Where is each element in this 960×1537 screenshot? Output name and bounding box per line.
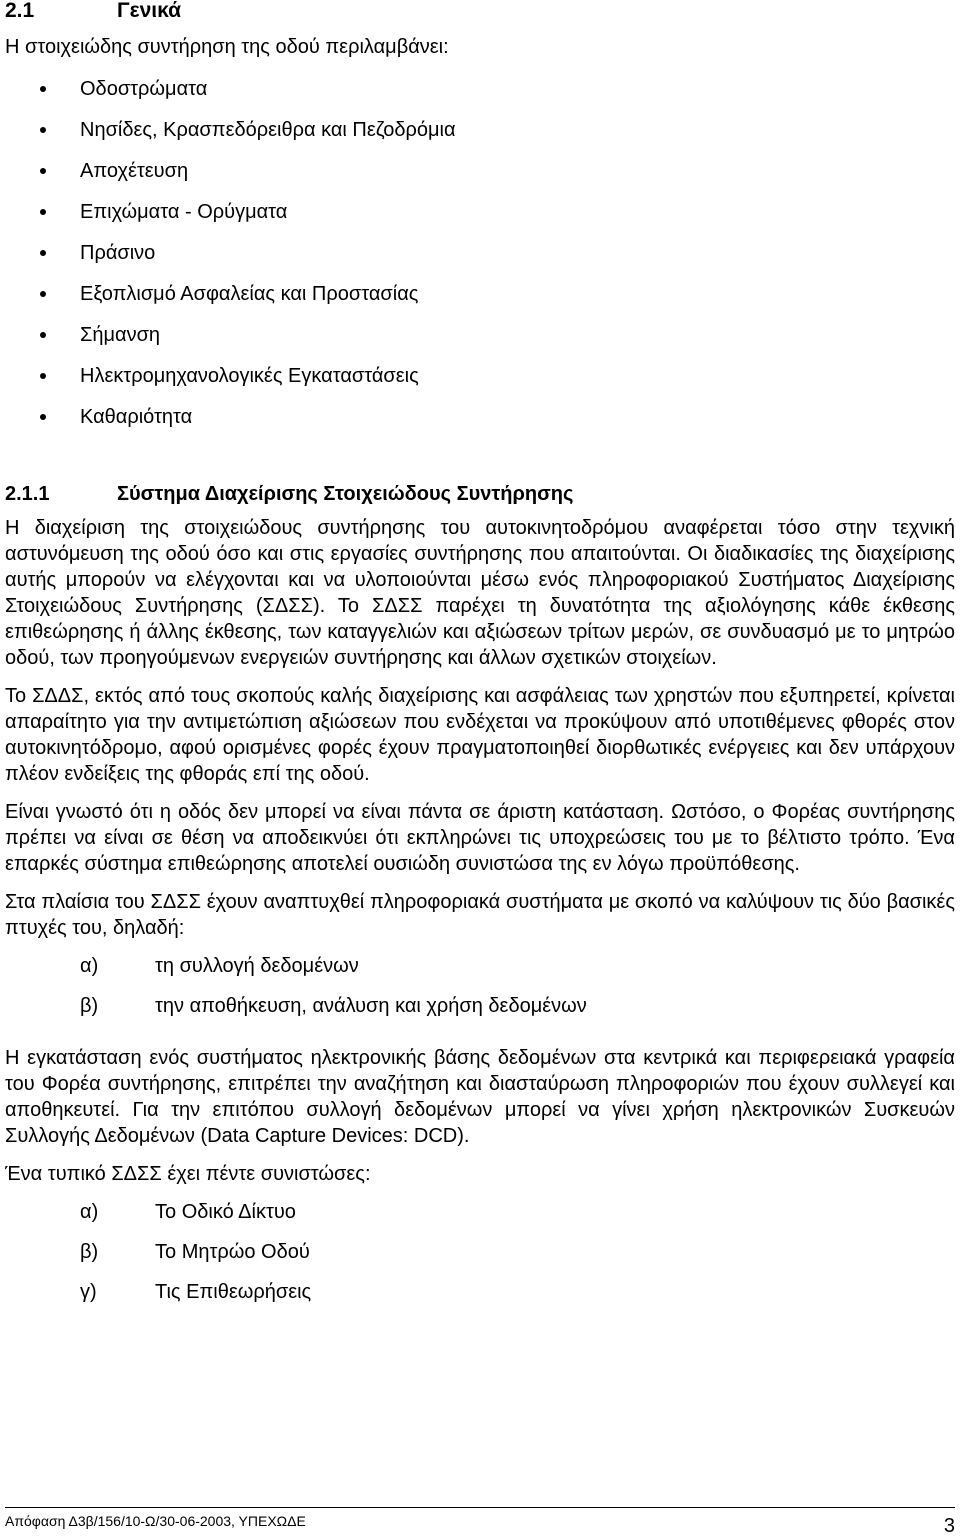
list-marker: α) <box>80 955 99 977</box>
list-item <box>5 1239 955 1279</box>
intro-text: Η στοιχειώδης συντήρηση της οδού περιλαμβάνει: <box>5 36 449 58</box>
list-item: Αποχέτευση <box>0 157 456 198</box>
subsection-heading <box>5 480 573 508</box>
subsection-title: Σύστημα Διαχείρισης Στοιχειώδους Συντήρησης <box>117 483 574 505</box>
paragraph: Το ΣΔΔΣ, εκτός από τους σκοπούς καλής διαχείρισης και ασφάλειας των χρηστών που εξυπηρετεί, κρίνεται απαραίτητο για την αντιμετώπιση αξιώσεων που ενδέχεται να προκύψουν από υποτιθέμενες φθορές στον αυτοκινητόδρομο, αφού ορισμένες φορές έχουν πραγματοποιηθεί διορθωτικές ενέργειες και δεν υπάρχουν πλέον ενδείξεις της φθοράς επί της οδού. <box>5 685 955 785</box>
list-item <box>5 1279 955 1319</box>
paragraph: Ένα τυπικό ΣΔΣΣ έχει πέντε συνιστώσες: <box>5 1163 371 1185</box>
list-item-text: Τις Επιθεωρήσεις <box>155 1281 312 1303</box>
list-item: Εξοπλισμό Ασφαλείας και Προστασίας <box>0 280 456 321</box>
list-item: Οδοστρώματα <box>0 75 456 116</box>
body-text <box>5 515 955 1331</box>
list-item <box>5 993 955 1033</box>
paragraph: Η εγκατάσταση ενός συστήματος ηλεκτρονικής βάσης δεδομένων στα κεντρικά και περιφερειακά γραφεία του Φορέα συντήρησης, επιτρέπει την αναζήτηση και διασταύρωση πληροφοριών που έχουν συλλεγεί και αποθηκευτεί. Για την επιτόπου συλλογή δεδομένων μπορεί να γίνει χρήση ηλεκτρονικών Συσκευών Συλλογής Δεδομένων (Data Capture Devices: DCD). <box>5 1047 955 1147</box>
list-item: Σήμανση <box>0 321 456 362</box>
section-title: Γενικά <box>117 0 182 22</box>
list-item: Πράσινο <box>0 239 456 280</box>
section-number: 2.1 <box>5 0 35 22</box>
paragraph: Είναι γνωστό ότι η οδός δεν μπορεί να είναι πάντα σε άριστη κατάσταση. Ωστόσο, ο Φορέας συντήρησης πρέπει να είναι σε θέση να αποδεικνύει ότι εκπληρώνει τις υποχρεώσεις του με το βέλτιστο τρόπο. Ένα επαρκές σύστημα επιθεώρησης αποτελεί ουσιώδη συνιστώσα της εν λόγω προϋπόθεσης. <box>5 801 955 875</box>
list-item-text: Το Οδικό Δίκτυο <box>155 1201 296 1223</box>
paragraph: Η διαχείριση της στοιχειώδους συντήρησης του αυτοκινητοδρόμου αναφέρεται τόσο στην τεχνική αστυνόμευση της οδού όσο και στις εργασίες συντήρησης που απαιτούνται. Οι διαδικασίες της διαχείρισης αυτής μπορούν να ελέγχονται και να υλοποιούνται μέσω ενός πληροφοριακού Συστήματος Διαχείρισης Στοιχειώδους Συντήρησης (ΣΔΣΣ). Το ΣΔΣΣ παρέχει τη δυνατότητα της αξιολόγησης κάθε έκθεσης επιθεώρησης ή άλλης έκθεσης, των καταγγελιών και αξιώσεων τρίτων μερών, σε συνδυασμό με το μητρώο οδού, των προηγούμενων ενεργειών συντήρησης και άλλων σχετικών στοιχείων. <box>5 517 955 669</box>
list-item <box>5 953 955 993</box>
components-list <box>5 1199 955 1319</box>
list-item: Επιχώματα - Ορύγματα <box>0 198 456 239</box>
maintenance-items-list <box>0 75 456 444</box>
list-marker: α) <box>80 1201 99 1223</box>
footer-reference: Απόφαση Δ3β/156/10-Ω/30-06-2003, ΥΠΕΧΩΔΕ <box>5 1513 306 1529</box>
list-marker: β) <box>80 1241 99 1263</box>
list-item-text: Το Μητρώο Οδού <box>155 1241 310 1263</box>
list-item-text: την αποθήκευση, ανάλυση και χρήση δεδομένων <box>155 995 587 1017</box>
list-item: Νησίδες, Κρασπεδόρειθρα και Πεζοδρόμια <box>0 116 456 157</box>
subsection-number: 2.1.1 <box>5 483 50 505</box>
paragraph: Στα πλαίσια του ΣΔΣΣ έχουν αναπτυχθεί πληροφοριακά συστήματα με σκοπό να καλύψουν τις δύο βασικές πτυχές του, δηλαδή: <box>5 891 955 939</box>
list-item <box>5 1199 955 1239</box>
aspects-list <box>5 953 955 1033</box>
page-number: 3 <box>943 1515 955 1537</box>
list-item: Ηλεκτρομηχανολογικές Εγκαταστάσεις <box>0 362 456 403</box>
section-heading <box>5 0 181 25</box>
list-marker: γ) <box>80 1281 97 1303</box>
list-marker: β) <box>80 995 99 1017</box>
footer-divider <box>5 1507 955 1508</box>
list-item: Καθαριότητα <box>0 403 456 444</box>
list-item-text: τη συλλογή δεδομένων <box>155 955 359 977</box>
